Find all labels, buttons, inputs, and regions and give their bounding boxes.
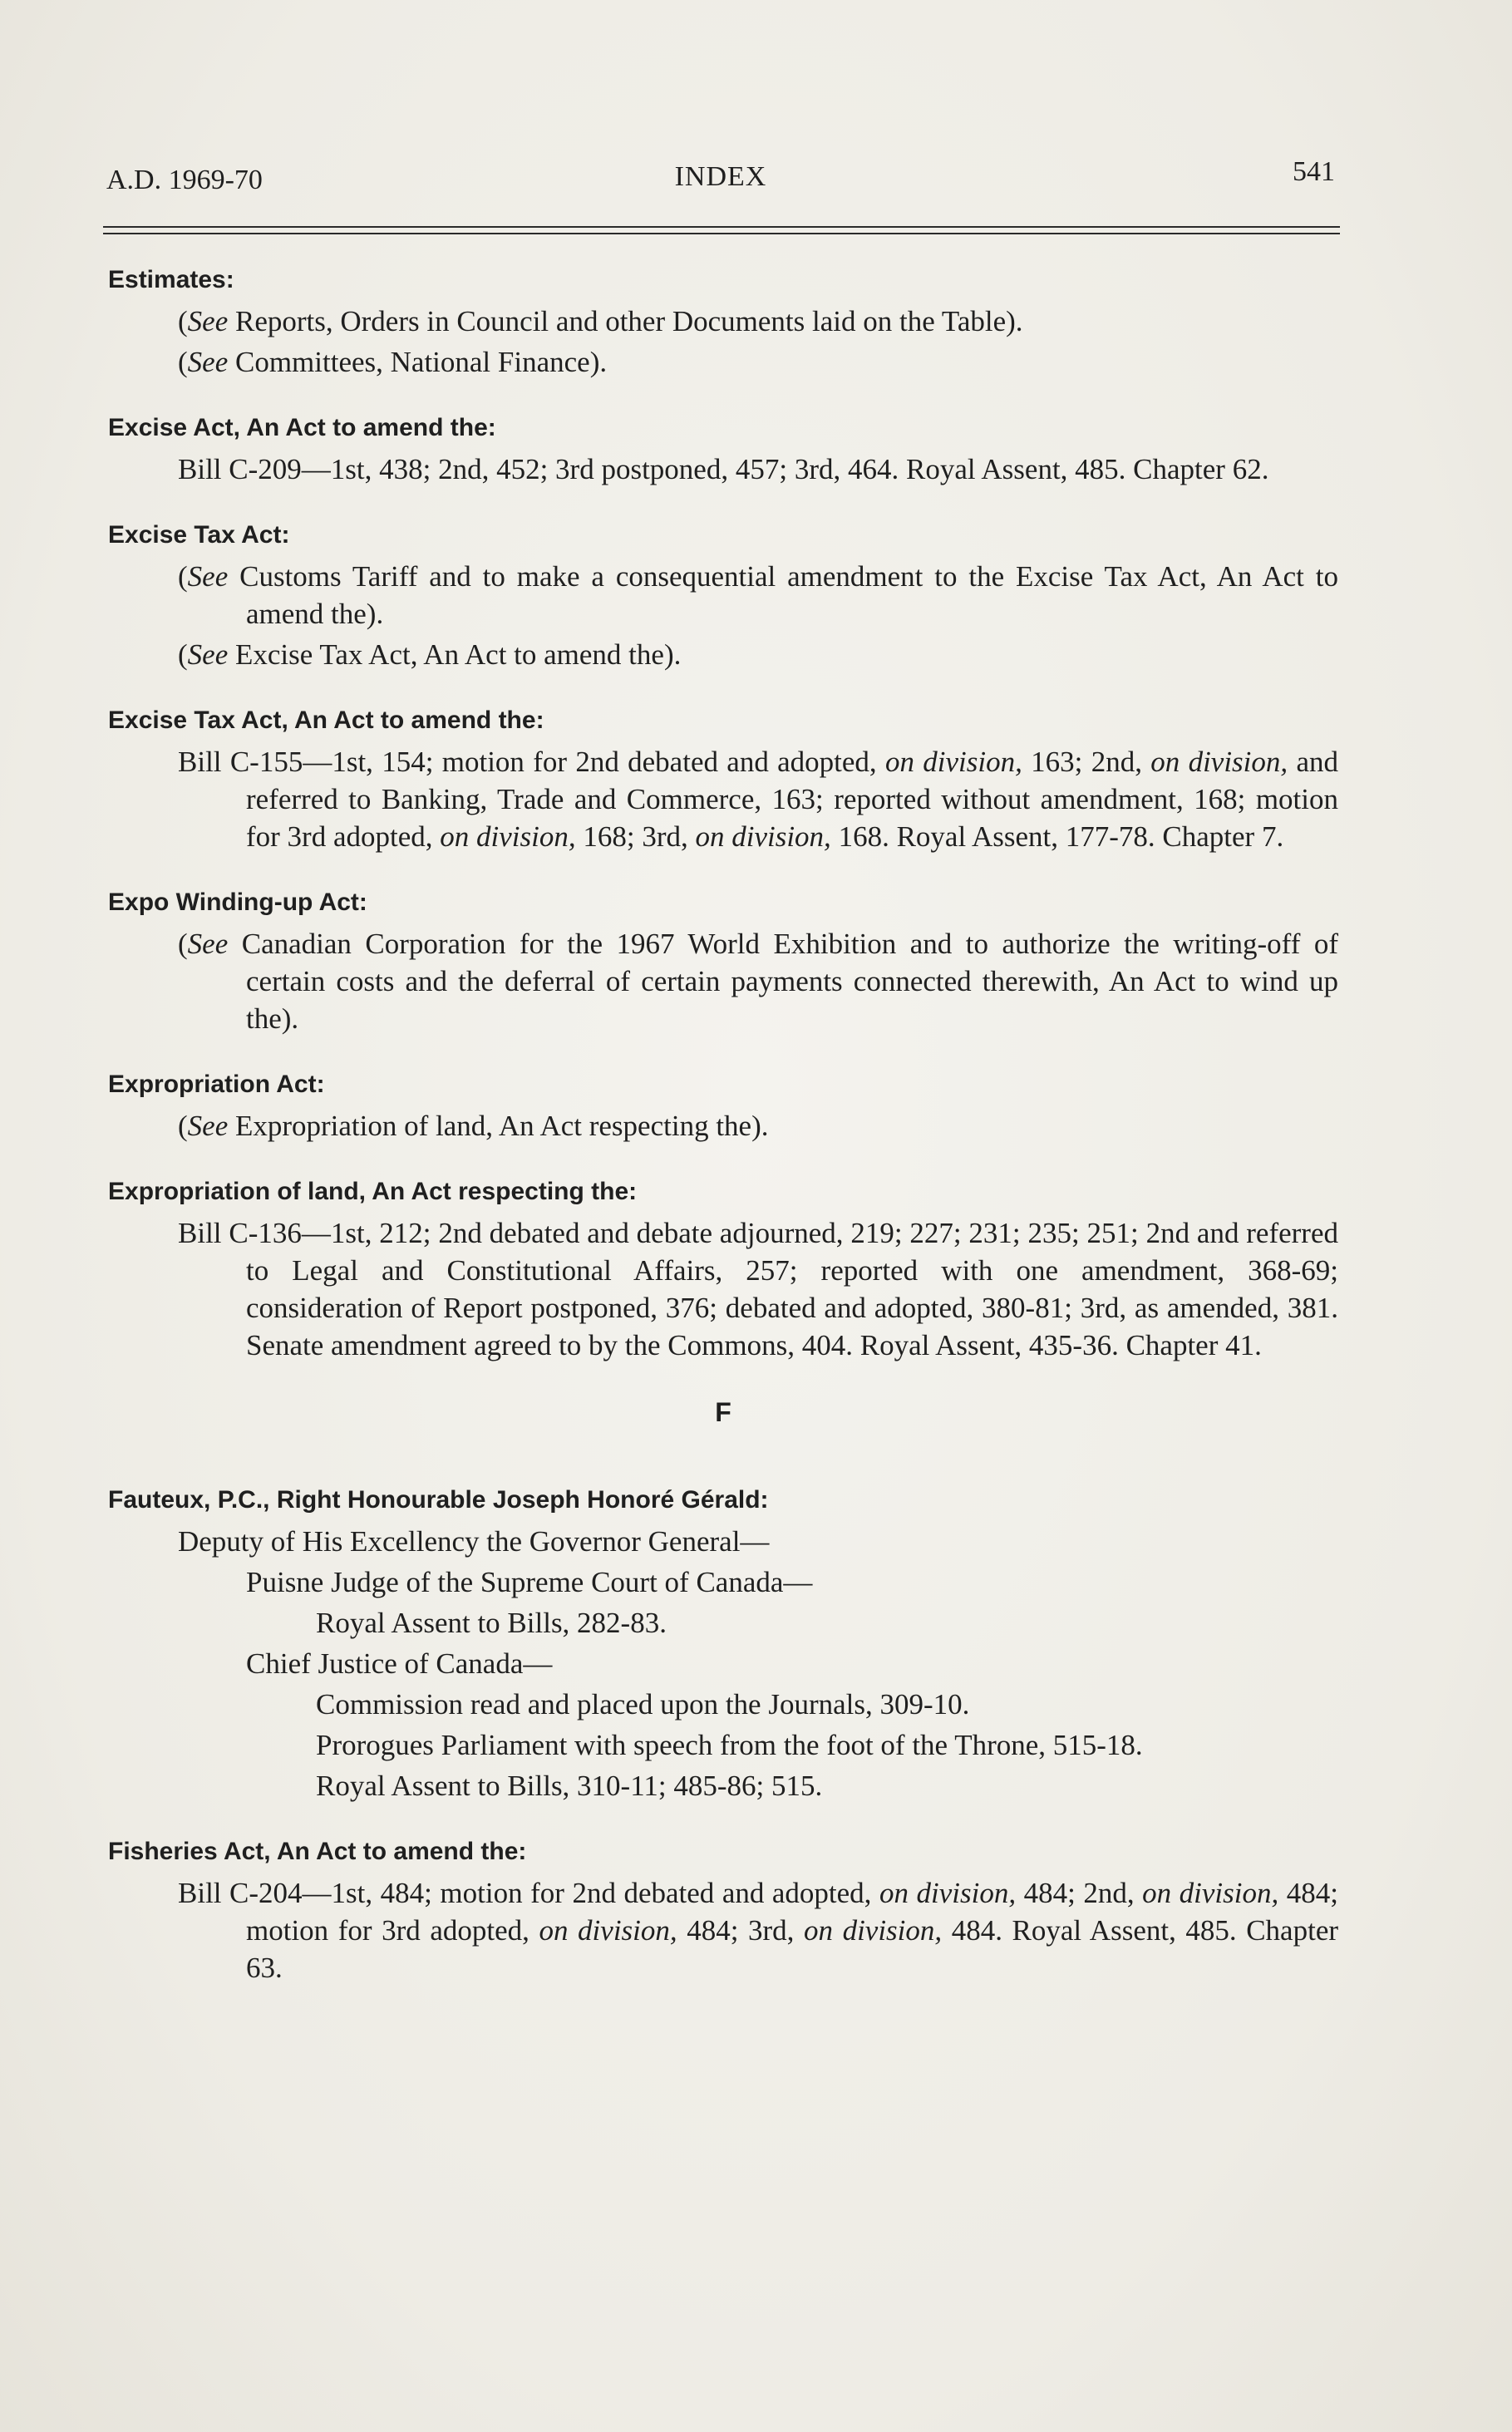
entry-line: (See Reports, Orders in Council and other Documents laid on the Table). bbox=[178, 305, 1023, 337]
section-letter: F bbox=[715, 1397, 731, 1427]
header-date: A.D. 1969-70 bbox=[106, 165, 263, 195]
entry-heading: Fisheries Act, An Act to amend the: bbox=[108, 1838, 527, 1865]
page-number: 541 bbox=[1293, 156, 1335, 187]
index-content bbox=[108, 266, 1338, 2020]
entry-line: Bill C-204—1st, 484; motion for 2nd debated and adopted, on division, 484; 2nd, on division, 484; motion for 3rd adopted, on division, 484; 3rd, on division, 484. Royal Assent, 485. Chapter 63. bbox=[178, 1877, 1339, 1984]
entry-subline: Royal Assent to Bills, 310-11; 485-86; 515. bbox=[316, 1770, 823, 1802]
entry-heading: Estimates: bbox=[108, 266, 234, 293]
entry-subline: Commission read and placed upon the Journals, 309-10. bbox=[316, 1688, 970, 1721]
page-header bbox=[106, 156, 1335, 196]
entry-subline: Puisne Judge of the Supreme Court of Canada— bbox=[246, 1566, 813, 1598]
entry-excise-tax-act bbox=[108, 521, 1338, 673]
entry-line: Deputy of His Excellency the Governor General— bbox=[178, 1525, 770, 1558]
entry-line: (See Canadian Corporation for the 1967 World Exhibition and to authorize the writing-off of certain costs and the deferral of certain payments connected therewith, An Act to wind up the). bbox=[178, 928, 1338, 1035]
see-ref: See bbox=[187, 638, 229, 671]
entry-expropriation-act bbox=[108, 1071, 1338, 1145]
entry-subline: Chief Justice of Canada— bbox=[246, 1647, 553, 1680]
entry-expropriation-land bbox=[108, 1178, 1338, 1364]
entry-excise-act bbox=[108, 414, 1338, 488]
entry-line: (See Customs Tariff and to make a consequential amendment to the Excise Tax Act, An Act to amend the). bbox=[178, 560, 1338, 630]
entry-subline: Royal Assent to Bills, 282-83. bbox=[316, 1607, 667, 1639]
entry-excise-tax-amend bbox=[108, 706, 1338, 855]
entry-heading: Excise Act, An Act to amend the: bbox=[108, 414, 496, 441]
entry-heading: Expropriation Act: bbox=[108, 1071, 325, 1098]
entry-line: (See Excise Tax Act, An Act to amend the). bbox=[178, 638, 682, 671]
entry-fisheries bbox=[108, 1838, 1338, 1986]
entry-line: Bill C-209—1st, 438; 2nd, 452; 3rd postponed, 457; 3rd, 464. Royal Assent, 485. Chapter 62. bbox=[178, 453, 1269, 485]
see-ref: See bbox=[187, 560, 229, 593]
entry-fauteux bbox=[108, 1486, 1338, 1804]
entry-estimates bbox=[108, 266, 1338, 381]
see-ref: See bbox=[187, 346, 229, 378]
entry-heading: Fauteux, P.C., Right Honourable Joseph Honoré Gérald: bbox=[108, 1486, 769, 1514]
entry-line: (See Committees, National Finance). bbox=[178, 346, 608, 378]
header-rule-bottom bbox=[103, 233, 1340, 234]
entry-heading: Expropriation of land, An Act respecting the: bbox=[108, 1178, 638, 1205]
header-rule-top bbox=[103, 226, 1340, 228]
entry-heading: Excise Tax Act, An Act to amend the: bbox=[108, 706, 544, 734]
entry-line: Bill C-155—1st, 154; motion for 2nd debated and adopted, on division, 163; 2nd, on division, and referred to Banking, Trade and Commerce, 163; reported without amendment, 168; motion for 3rd adopted, on division, 168; 3rd, on division, 168. Royal Assent, 177-78. Chapter 7. bbox=[178, 746, 1338, 853]
entry-subline: Prorogues Parliament with speech from the foot of the Throne, 515-18. bbox=[316, 1729, 1143, 1761]
entry-expo-winding-up bbox=[108, 889, 1338, 1037]
entry-line: (See Expropriation of land, An Act respecting the). bbox=[178, 1110, 769, 1142]
entry-line: Bill C-136—1st, 212; 2nd debated and debate adjourned, 219; 227; 231; 235; 251; 2nd and referred to Legal and Constitutional Affairs, 257; reported with one amendment, 368-69; consideration of Report postponed, 376; debated and adopted, 380-81; 3rd, as amended, 381. Senate amendment agreed to by the Commons, 404. Royal Assent, 435-36. Chapter 41. bbox=[178, 1217, 1338, 1361]
header-title: INDEX bbox=[674, 161, 767, 192]
entry-heading: Excise Tax Act: bbox=[108, 521, 290, 549]
see-ref: See bbox=[187, 305, 229, 337]
entry-heading: Expo Winding-up Act: bbox=[108, 889, 367, 916]
see-ref: See bbox=[187, 1110, 229, 1142]
see-ref: See bbox=[187, 928, 229, 960]
